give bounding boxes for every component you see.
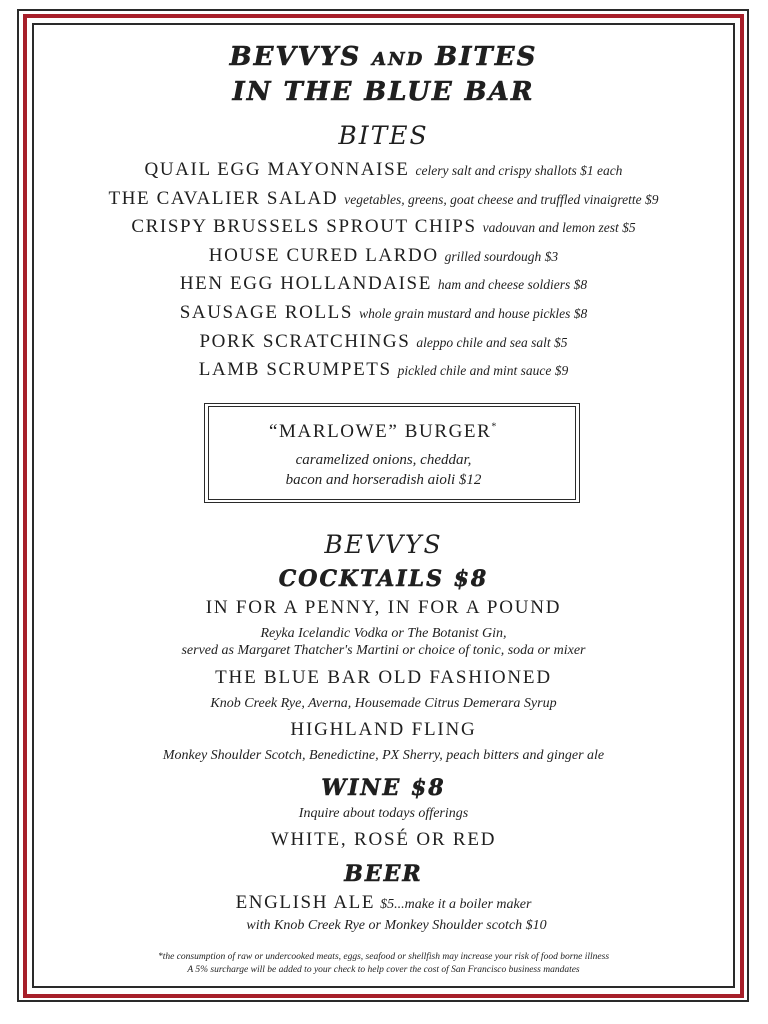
cocktail-name-penny-pound: IN FOR A PENNY, IN FOR A POUND	[205, 597, 562, 618]
bites-item-sausage-rolls	[34, 301, 733, 326]
bites-item-pork-scratchings	[34, 330, 733, 355]
bites-item-brussels-chips	[34, 215, 733, 240]
beer-desc-boilermaker: with Knob Creek Rye or Monkey Shoulder scotch $10	[246, 918, 547, 933]
bites-section-title: BITES	[338, 121, 429, 150]
menu-content	[34, 25, 733, 986]
cocktails-heading: COCKTAILS $8	[278, 566, 489, 592]
beer-line	[34, 892, 733, 914]
cocktail-name-old-fashioned: THE BLUE BAR OLD FASHIONED	[215, 667, 552, 688]
item-desc: vadouvan and lemon zest $5	[482, 220, 636, 235]
beer-heading: BEER	[344, 861, 423, 887]
bites-item-lardo	[34, 244, 733, 269]
item-desc: whole grain mustard and house pickles $8	[359, 306, 588, 321]
bites-item-quail-egg	[34, 158, 733, 183]
item-name: SAUSAGE ROLLS	[179, 302, 354, 323]
item-desc: ham and cheese soldiers $8	[437, 277, 588, 292]
footer-disclaimer: *the consumption of raw or undercooked meats, eggs, seafood or shellfish may increase your risk of food borne illness	[157, 952, 610, 962]
beer-desc: $5...make it a boiler maker	[380, 897, 532, 912]
item-name: PORK SCRATCHINGS	[199, 331, 411, 352]
burger-desc-line2: bacon and horseradish aioli $12	[285, 472, 482, 488]
burger-desc-line1: caramelized onions, cheddar,	[295, 452, 472, 468]
item-desc: vegetables, greens, goat cheese and truffled vinaigrette $9	[344, 192, 659, 207]
menu-title-line1: BEVVYS and BITES	[229, 42, 538, 72]
item-desc: pickled chile and mint sauce $9	[397, 363, 569, 378]
bites-item-cavalier-salad	[34, 187, 733, 212]
item-name: HEN EGG HOLLANDAISE	[179, 273, 432, 294]
item-name: THE CAVALIER SALAD	[108, 188, 339, 209]
wine-note: Inquire about todays offerings	[298, 806, 469, 821]
bevvys-section-title: BEVVYS	[324, 530, 443, 559]
wine-heading: WINE $8	[321, 775, 446, 801]
item-name: CRISPY BRUSSELS SPROUT CHIPS	[131, 216, 477, 237]
footer-surcharge: A 5% surcharge will be added to your check to help cover the cost of San Francisco business mandates	[187, 965, 580, 975]
bites-item-lamb-scrumpets	[34, 358, 733, 383]
item-name: HOUSE CURED LARDO	[208, 245, 439, 266]
item-desc: celery salt and crispy shallots $1 each	[415, 163, 623, 178]
cocktail-name-highland-fling: HIGHLAND FLING	[290, 719, 477, 740]
item-name: LAMB SCRUMPETS	[198, 359, 392, 380]
wine-options: WHITE, ROSÉ OR RED	[270, 829, 497, 850]
item-name: QUAIL EGG MAYONNAISE	[144, 159, 410, 180]
cocktail-desc-penny-pound-1: Reyka Icelandic Vodka or The Botanist Gin,	[260, 626, 507, 641]
burger-name	[34, 421, 733, 443]
burger-asterisk: *	[491, 421, 499, 433]
item-desc: grilled sourdough $3	[444, 249, 559, 264]
cocktail-desc-old-fashioned: Knob Creek Rye, Averna, Housemade Citrus Demerara Syrup	[210, 696, 557, 711]
bites-item-hen-egg	[34, 272, 733, 297]
item-desc: aleppo chile and sea salt $5	[416, 335, 568, 350]
cocktail-desc-penny-pound-2: served as Margaret Thatcher's Martini or choice of tonic, soda or mixer	[181, 643, 586, 658]
burger-name-text: “MARLOWE” BURGER	[268, 421, 492, 442]
menu-title-line2: IN THE BLUE BAR	[232, 77, 535, 107]
cocktail-desc-highland-fling: Monkey Shoulder Scotch, Benedictine, PX Sherry, peach bitters and ginger ale	[162, 748, 605, 763]
beer-name: ENGLISH ALE	[235, 892, 376, 913]
